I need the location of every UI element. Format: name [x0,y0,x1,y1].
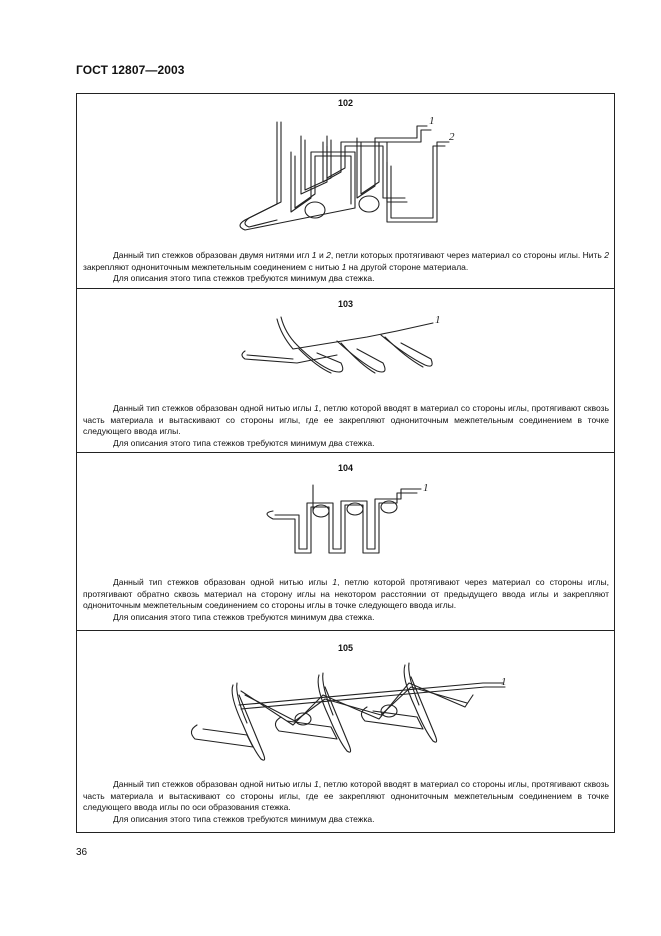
stitch-number: 102 [337,98,354,108]
minimum-stitches-note: Для описания этого типа стежков требуются минимум два стежка. [113,813,375,824]
stitch-number: 103 [337,299,354,309]
stitch-entry-102 [77,94,614,288]
document-header: ГОСТ 12807—2003 [76,63,185,77]
stitch-diagram-104 [255,481,445,561]
stitch-entry-105 [77,630,614,833]
stitch-description [83,779,609,825]
thread-label-1: 1 [501,676,507,688]
minimum-stitches-note: Для описания этого типа стежков требуются минимум два стежка. [113,437,375,448]
stitch-entry-103 [77,288,614,452]
thread-label-2: 2 [449,131,455,143]
stitch-diagram-102 [227,112,467,242]
page-number: 36 [76,847,88,858]
thread-label-1: 1 [429,115,435,127]
minimum-stitches-note: Для описания этого типа стежков требуются минимум два стежка. [113,611,375,622]
stitch-description [83,250,609,285]
stitch-types-table [76,93,615,833]
stitch-diagram-105 [183,655,513,775]
thread-label-1: 1 [435,315,441,326]
stitch-diagram-103 [237,315,457,385]
thread-label-1: 1 [423,482,429,494]
stitch-description [83,577,609,623]
description-paragraph: Данный тип стежков образован одной нитью иглы 1, петлю которой вводят в материал со стороны иглы, протягивают сквозь часть материала и вытаскивают со стороны иглы, где ее закрепляют однониточным межпетельным соединением в точке следующего ввода иглы по оси образования стежка. [83,779,609,812]
stitch-description [83,403,609,449]
stitch-number: 105 [337,643,354,653]
stitch-number: 104 [337,463,354,473]
minimum-stitches-note: Для описания этого типа стежков требуются минимум два стежка. [113,273,375,283]
description-paragraph: Данный тип стежков образован одной нитью иглы 1, петлю которой вводят в материал со стороны иглы, протягивают сквозь часть материала и вытаскивают со стороны иглы, где ее закрепляют однониточным межпетельным соединением в точке следующего ввода иглы. [83,403,609,436]
stitch-entry-104 [77,452,614,630]
description-paragraph: Данный тип стежков образован одной нитью иглы 1, петлю которой протягивают через материал со стороны иглы, протягивают обратно сквозь материал на сторону иглы на некотором расстоянии от предыдущего ввода иглы и закрепляют однониточным межпетельным соединением со стороны иглы в точке следующего ввода иглы. [83,577,609,610]
description-paragraph: Данный тип стежков образован двумя нитями игл 1 и 2, петли которых протягивают через материал со стороны иглы. Нить 2 закрепляют однониточным межпетельным соединением с нитью 1 на другой стороне материала. [83,250,609,272]
